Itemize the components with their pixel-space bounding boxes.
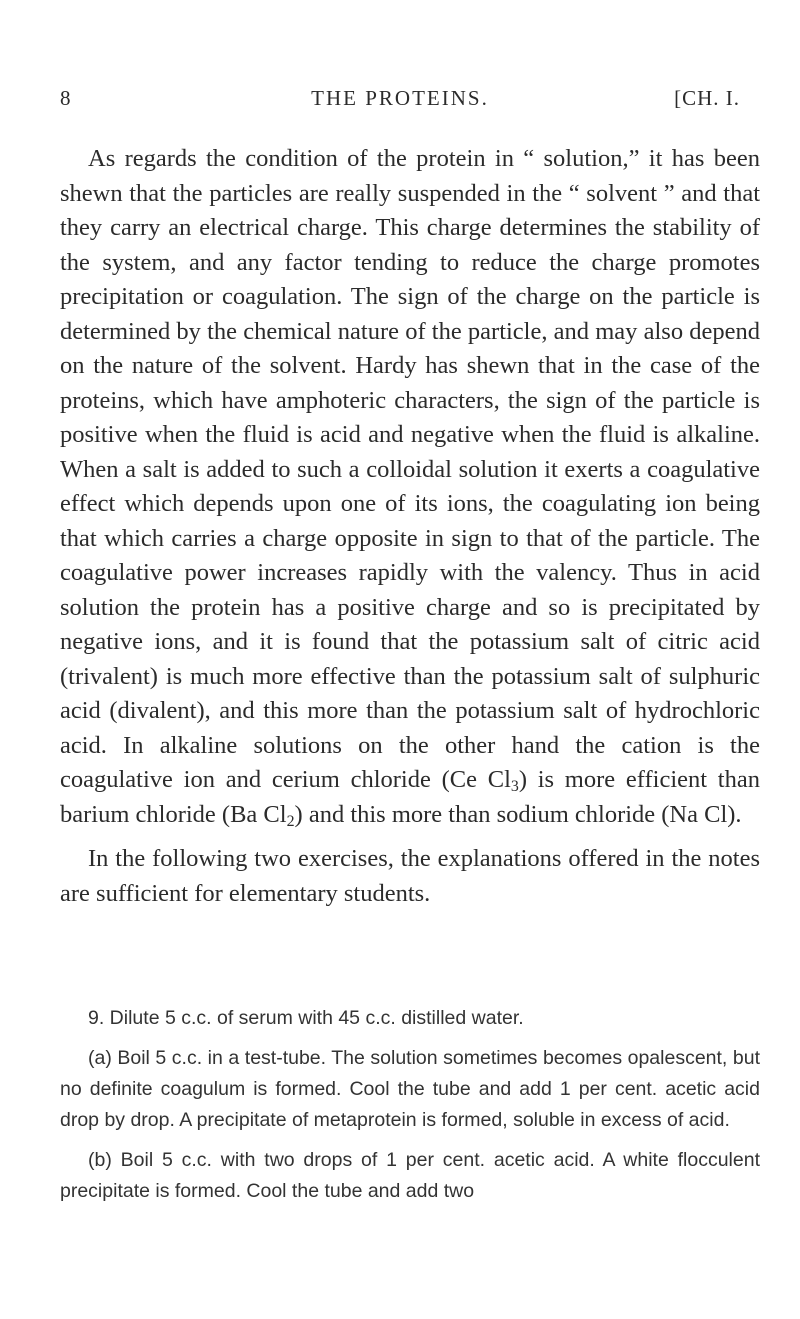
exercise-section	[60, 1003, 760, 1207]
paragraph-text: As regards the condition of the protein in “ solution,” it has been shewn that the particles are really suspended in the “ solvent ” and that they carry an electrical charge. This charge determines the stability of the system, and any factor tending to reduce the charge promotes precipitation or coagulation. The sign of the charge on the particle is determined by the chemical nature of the particle, and may also depend on the nature of the solvent. Hardy has shewn that in the case of the proteins, which have amphoteric characters, the sign of the particle is positive when the fluid is acid and negative when the fluid is alkaline. When a salt is added to such a colloidal solution it exerts a coagulative effect which depends upon one of its ions, the coagulating ion being that which carries a charge opposite in sign to that of the particle. The coagulative power increases rapidly with the valency. Thus in acid solution the protein has a positive charge and so is precipitated by negative ions, and it is found that the potassium salt of citric acid (trivalent) is much more effective than the potassium salt of sulphuric acid (divalent), and this more than the potassium salt of hydrochloric acid. In alkaline solutions on the other hand the cation is the coagulative ion and cerium chloride	[60, 145, 760, 793]
exercise-heading: 9. Dilute 5 c.c. of serum with 45 c.c. distilled water.	[88, 1007, 524, 1029]
paragraph-colloid-charge	[60, 142, 760, 832]
body-text	[60, 142, 760, 911]
formula-text-1: (Ce Cl	[441, 766, 511, 793]
subscript-2: 2	[286, 812, 295, 830]
exercise-item-b: (b) Boil 5 c.c. with two drops of 1 per cent. acetic acid. A white flocculent precipitate is formed. Cool the tube and add two	[60, 1149, 760, 1202]
formula-text-3: ) and this more than sodium chloride (Na Cl).	[294, 800, 742, 828]
page-number: 8	[60, 86, 72, 110]
exercise-item-a: (a) Boil 5 c.c. in a test-tube. The solution sometimes becomes opalescent, but no definite coagulum is formed. Cool the tube and add 1 per cent. acetic acid drop by drop. A precipitate of metaprotein is formed, soluble in excess of acid.	[60, 1047, 760, 1131]
formula-text-2: ) is more efficient than barium chloride (Ba Cl	[60, 766, 760, 828]
chapter-marker: [CH. I.	[674, 86, 740, 110]
subscript-3: 3	[510, 777, 519, 795]
running-title: THE PROTEINS.	[311, 86, 489, 110]
paragraph-exercises-intro: In the following two exercises, the explanations offered in the notes are sufficient for elementary students.	[60, 845, 760, 907]
running-header	[60, 86, 740, 116]
